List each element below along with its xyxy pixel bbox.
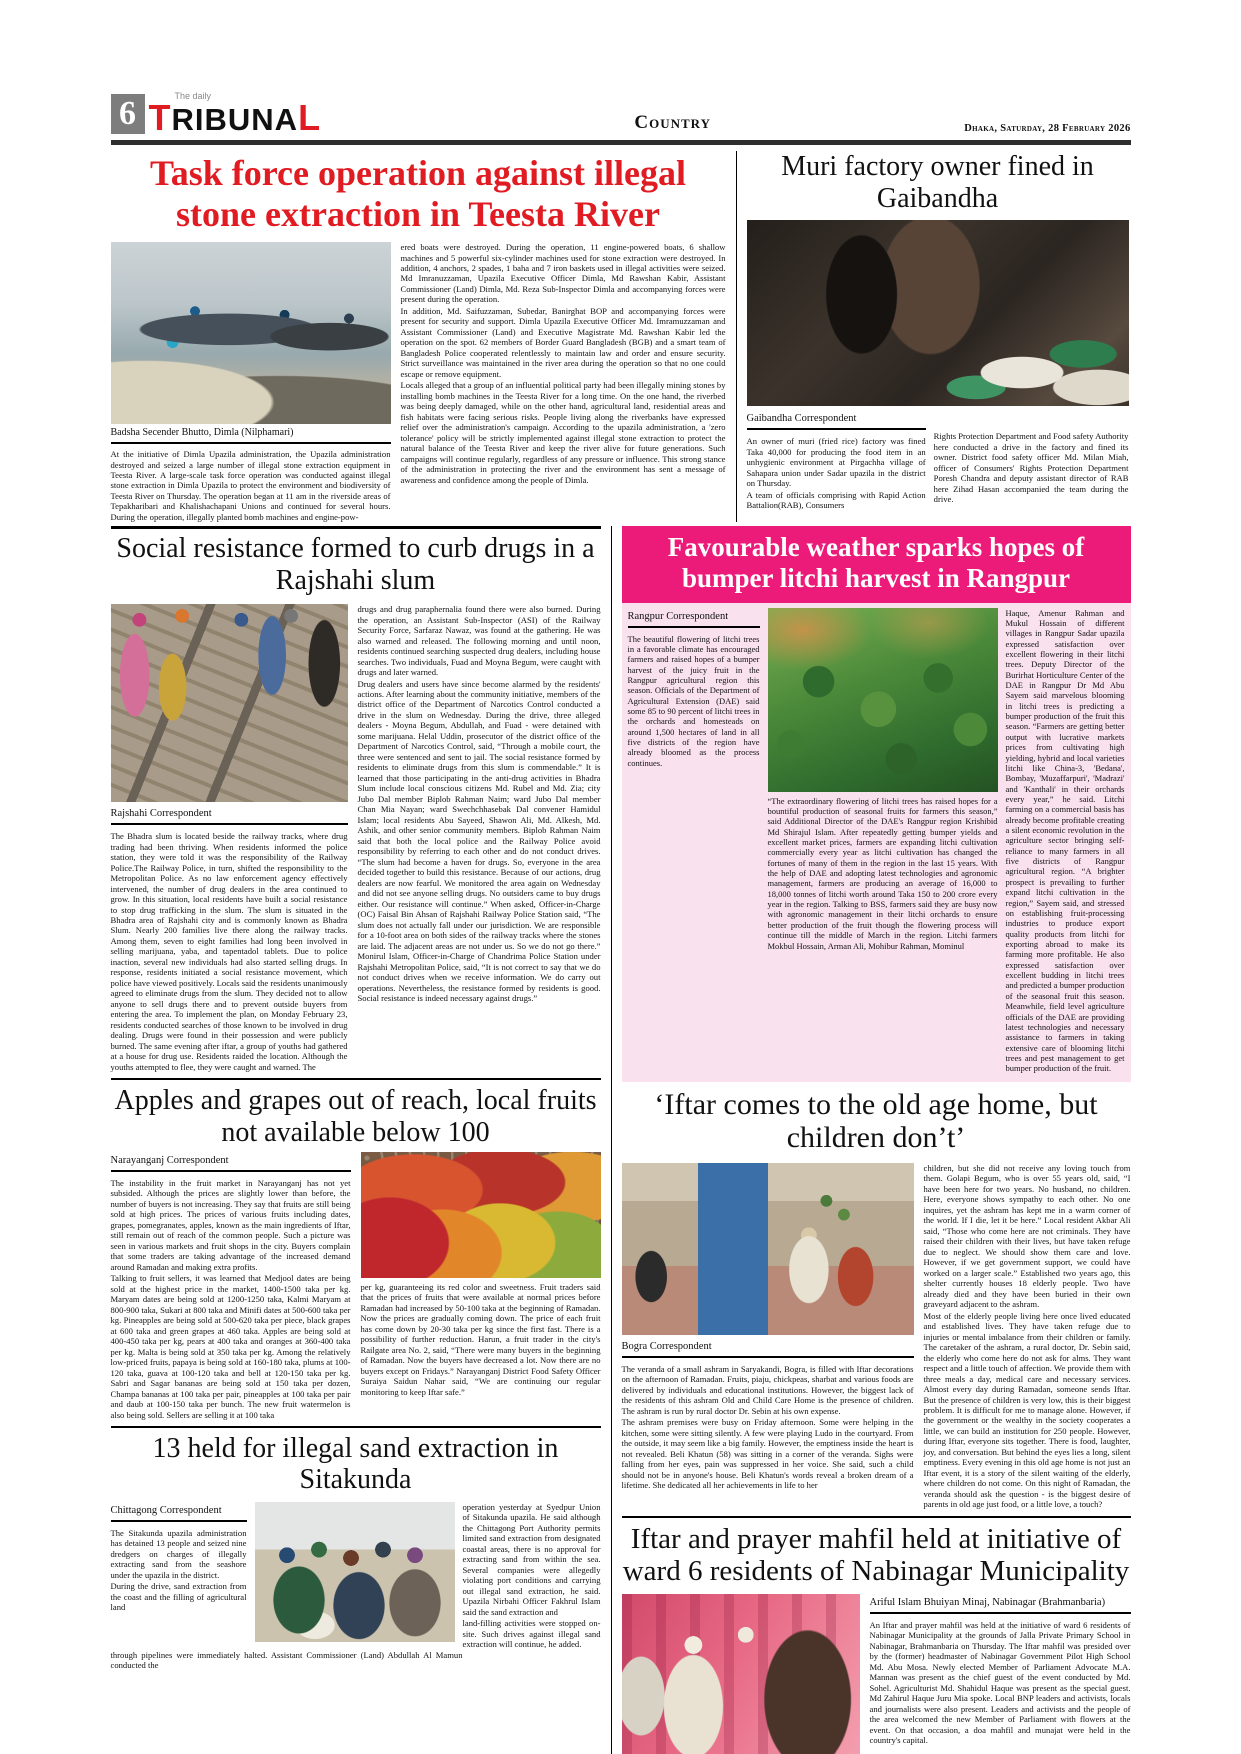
muri-headline: Muri factory owner fined in Gaibandha [781,151,1094,214]
paragraph: drugs and drug paraphernalia found there were also burned. During the operation, an Assistant Sub-Inspector (ASI) of the Railway Security Force, Sarfaraz Nawaz, was found at the gathering. He was also warned and released. The following morning and until noon, residents continued searching suspected drug dealers, including house searches. Two individuals, Fuad and Moyna Begum, were caught with drugs and later warned. [357,604,601,678]
paragraph: A team of officials comprising with Rapid Action Battalion(RAB), Consumers [746,489,926,511]
teesta-headline: Task force operation against illegal stone extraction in Teesta River [149,153,686,234]
litchi-col3 [1006,608,1125,1074]
paragraph: Talking to fruit sellers, it was learned that Medjool dates are being sold at the highest price in the market, 1400-1500 taka per kg. Maryam dates are being sold at 1200-1250 taka, Kalmi Maryam at 800-900 taka, Sukari at 800 taka and Minifi dates at 500-600 taka per kg. Pineapples are being sold at 500-620 taka per piece, black grapes at 600 taka and green grapes at 460 taka. Apples are being sold at 400-450 taka per kg, pears at 400 taka and oranges at 360-400 taka per kg. Malta is being sold at 350 taka per kg. Among the relatively low-priced fruits, papaya is being sold at 160-180 taka, plums at 100-120 taka, guava at 100-120 taka and bell at 120-150 taka per kg. Sabri and Sagar bananas are being sold at 150 taka per dozen, Champa bananas at 100 taka per pair, pineapples at 100 taka per pair and daub at 100-150 taka per bunch. The new fruit watermelon is also being sold. Sellers are selling it at 100 taka [110,1273,351,1420]
litchi-byline: Rangpur Correspondent [628,608,760,628]
paragraph: At the initiative of Dimla Upazila administration, the Upazila administration destroyed and seized a large number of illegal stone extraction equipment in Teesta River. A large-scale task force operation was conducted against illegal stone extraction in Dimla Upazila to protect the environment and biodiversity of Teesta River on Thursday. The operation began at 11 am in the riverside areas of Tepakharibari and Khalishachapani Unions and continued for several hours. During the operation, illegally planted bomb machines and engine-pow- [110,449,391,522]
page-header [111,92,1131,145]
paragraph: Locals alleged that a group of an influential political party had been illegally mining stones by installing bomb machines in the Teesta River for a long time. On the one hand, the riverbed was being deeply damaged, while on the other hand, agricultural land, residential areas and fish habitats were facing serious risks. People living along the riverbanks have expressed relief over the administration's campaign. According to the upazila administration, a 'zero tolerance' policy will be strictly implemented against illegal stone extraction to protect the natural balance of the Teesta River and keep the river alive for future generations. Such campaigns will continue regularly, regardless of any pressure or influence. This strong stance of the administration in protecting the river and the environment has sent a message of awareness and confidence among the people of Dimla. [400,380,726,485]
sand-continuation [111,1650,463,1671]
masthead-letter-middle: RIBUNA [171,102,299,137]
paragraph: through pipelines were immediately halted. Assistant Commissioner (Land) Abdullah Al Mamun conducted the [110,1649,463,1671]
rajshahi-byline: Rajshahi Correspondent [111,805,348,825]
article-nabinagar [622,1523,1131,1754]
rajshahi-photo [111,604,348,802]
paragraph: Rights Protection Department and Food safety Authority here conducted a drive in the factory and fined its owner. District food safety officer Md. Milan Miah, officer of Consumers' Rights Protection Department Poresh Chandra and deputy assistant director of RAB here Zihad Hasan accompanied the team during the drive. [933,431,1129,505]
divider [111,1078,601,1080]
muri-photo [747,220,1129,406]
masthead-title [148,97,322,138]
article-muri [736,151,1129,522]
masthead-letter-last: L [298,97,322,138]
oldage-photo [622,1163,914,1335]
rajshahi-col2 [348,604,601,1072]
oldage-col1 [622,1364,914,1491]
paragraph: The instability in the fruit market in Narayanganj has not yet subsided. Although the prices are slightly lower than before, the number of buyers is not increasing. They say that fruits are still being sold at high prices. The prices of various fruits including dates, grapes, pomegranates, apples, known as the main ingredients of Iftar, still remain out of reach of the common people. Such a picture was seen in various markets and fruit shops in the city. Buyers complain that some traders are taking advantage of the increased demand around Ramadan and making extra profits. [110,1177,351,1272]
muri-byline: Gaibandha Correspondent [747,410,926,430]
sand-byline: Chittagong Correspondent [111,1502,247,1522]
nabinagar-photo [622,1594,860,1754]
paragraph: The ashram premises were busy on Friday afternoon. Some were helping in the kitchen, some were sitting silently. A few were playing Ludo in the courtyard. From the outside, it may seem like a big family. However, the emptiness inside the heart is not revealed. Beli Khatun (58) was sitting in a corner of the veranda. Sighs were falling from her eyes, pain was suppressed in her voice. She said, such a child should not be in anyone's house. Beli Khatun's words reveal a broken dream of a lifetime. She dedicated all her achievements in life to her [621,1417,914,1491]
rajshahi-col1 [111,831,348,1072]
paragraph: Most of the elderly people living here once lived educated and established lives. They have taken refuge due to injuries or mental imbalance from their children or family. The caretaker of the ashram, a rural doctor, Dr. Sebin said, the elderly who come here do not ask for alms. They want respect and a little touch of affection. We provide them with three meals a day, medical care and necessary services. Almost every day during Ramadan, someone sends Iftar. But the presence of children is very low, this is their biggest problem. It is difficult for me to manage alone. However, if the government or the wealthy in the society cooperates a little, we can build an institution for 250 people. However, during Iftar, everyone sits together. There is food, laughter, joy, and conversation. But behind the eyes lies a long, silent emptiness. Every evening in this old age home is not just an Iftar event, it is a story of the silent waiting of the elderly, where children do not come. On this night of Ramadan, the veranda should ask the question - is the biggest desire of parents in old age just food, or a little love, a touch? [923,1310,1131,1510]
sand-col1 [111,1528,247,1613]
article-litchi [622,526,1131,1081]
article-fruits [111,1085,601,1420]
nabinagar-headline: Iftar and prayer mahfil held at initiative of ward 6 residents of Nabinagar Municipality [622,1522,1130,1588]
sand-photo [255,1502,455,1642]
nabinagar-body [870,1620,1131,1746]
article-sand [111,1433,601,1670]
paragraph: land-filling activities were stopped on-site. Such drives against illegal sand extraction will continue, he added. [462,1618,601,1650]
paragraph: The Bhadra slum is located beside the railway tracks, where drug trading had been thriving. When residents informed the police station, they were told it was the responsibility of the Railway Police.The Railway Police, in turn, shifted the responsibility to the Metropolitan Police. As no law enforcement agency effectively intervened, the number of drug dealers in the area continued to grow. In this situation, local residents have built a social resistance to stop drug trafficking in the slum. The slum is situated in the Bhadra area of Rajshahi city and is commonly known as Bhadra Slum. Nearly 200 families live there along the railway tracks. Among them, seven to eight families had long been involved in selling marijuana, yaba, and tapentadol tablets. Due to police inaction, several new individuals had also started selling drugs. In response, residents initiated a social resistance movement, which police have viewed positively. Locals said the residents unanimously agreed to eliminate drugs from the slum. They decided not to allow anyone to sell drugs there and to prevent outside buyers from entering the area. To implement the plan, on Monday February 23, residents conducted searches of those known to be involved in drug dealing. Drugs were found in their possession and were publicly burned. The same evening after iftar, a group of youths had gathered at a house for drug use. Residents raided the location. Although the youths attempted to flee, they were caught and warned. The [110,831,348,1072]
teesta-photo [111,242,391,424]
sand-headline: 13 held for illegal sand extraction in Sitakunda [152,1433,559,1496]
paragraph: children, but she did not receive any loving touch from them. Golapi Begum, who is over 55 years old, said, “I have been here for two years. No husband, no children. Here, everyone shows sympathy to each other. No one inquires, yet the ashram has kept me in a warm corner of the world. If I die, let it be here.” Local resident Akbar Ali said, “Those who come here are not criminals. They have raised their children with their lives, but have taken refuge due to neglect. We should show them care and love. However, if we get government support, we could have worked on a larger scale.” Established two years ago, this shelter currently houses 18 elderly people. Two have already died and they have been buried in their own graveyard adjacent to the ashram. [923,1162,1131,1310]
masthead-letter-first: T [148,97,172,138]
fruits-col2 [361,1282,601,1397]
paragraph: The veranda of a small ashram in Saryakandi, Bogra, is filled with Iftar decorations on the afternoon of Ramadan. Fruits, piaju, chickpeas, sharbat and various foods are delivered by individuals and educational institutions. However, the biggest lack of the residents of this ashram Old and Child Care Home is the presence of children. The ashram is run by rural doctor Dr. Sebin at his own expense. [621,1363,914,1416]
page-number: 6 [111,94,145,134]
oldage-headline: ‘Iftar comes to the old age home, but children don’t’ [654,1087,1098,1155]
oldage-byline: Bogra Correspondent [622,1338,914,1358]
teesta-col1 [111,449,391,522]
paragraph: An owner of muri (fried rice) factory was fined Taka 40,000 for producing the food item in an unhygienic environment at Pirgachha village of Sahapara union under Sadar upazila in the district on Thursday. [746,436,926,489]
nabinagar-byline: Ariful Islam Bhuiyan Minaj, Nabinagar (Brahmanbaria) [870,1594,1131,1614]
article-oldage [622,1088,1131,1510]
litchi-col2 [768,796,998,951]
paragraph: An Iftar and prayer mahfil was held at the initiative of ward 6 residents of Nabinagar Municipality at the grounds of Jalla Private Primary School in Nabinagar, Brahmanbaria on Thursday. The Iftar mahfil was presided over by the (former) headmaster of Nabinagar Government Pilot High School Md. Abu Mosa. Newly elected Member of Parliament Advocate M.A. Mannan was present as the chief guest of the event conducted by Md. Sohel. Agriculturist Md. Shahidul Haque was present as the special guest. Md Zahirul Haque Juru Mia spoke. Local BNP leaders and activists, locals and journalists were also present. Leaders and activists and the people of the area welcomed the new Member of Parliament with flowers at the event. On that occasion, a doa mahfil and munajat were held in the country's capital. [869,1619,1131,1746]
fruits-photo [361,1152,601,1278]
oldage-col2 [914,1163,1131,1510]
litchi-photo [768,608,998,792]
paragraph: During the drive, sand extraction from the coast and the filling of agricultural land [110,1581,247,1613]
teesta-caption: Badsha Secender Bhutto, Dimla (Nilphamari) [111,424,391,444]
fruits-col1 [111,1178,351,1420]
masthead-tagline: The daily [174,91,212,101]
paragraph: Drug dealers and users have since become alarmed by the residents' actions. After learning about the community initiative, members of the district office of the Department of Narcotics Control conducted a drive in the slum on Wednesday. During the drive, three alleged dealers - Moyna Begum, Abdullah, and Fuad - were detained with some marijuana. Helal Uddin, prosecutor of the district office of the Department of Narcotics Control, said, “Through a mobile court, the three were sentenced and sent to jail. The social resistance formed by residents to eliminate drugs from this slum is commendable.” It is learned that those participating in the anti-drug activities in Bhadra Slum include local conscious citizens Md. Rubel and Md. Zia; city Jubo Dal member Biplob Rahman Naim; ward Jubo Dal member Chan Mia Nayan; ward Swechchhasebak Dal convener Hamidul Islam; local residents Abu Sayeed, Shawon Ali, Md. Alkesh, Md. Ashik, and other senior community members. Biplob Rahman Naim said that both the local police and the Railway Police avoid responsibility by referring to each other and do not conduct drives. “The slum had become a haven for drugs. So, everyone in the area decided together to build this resistance. Because of our actions, drug dealers are now fearful. We monitored the area again on Wednesday and did not see anyone selling drugs. No outsiders came to buy drugs either. Our resistance will continue.” When asked, Officer-in-Charge (OC) Faisal Bin Ahsan of Rajshahi Railway Police Station said, “The slum does not actually fall under our jurisdiction. We are responsible for a 10-foot area on both sides of the railway tracks where the stones are laid. The adjacent areas are not under us. So we do not go there.” Monirul Islam, Officer-in-Charge of Chandrima Police Station under Rajshahi Metropolitan Police, said, “It is not correct to say that we do not conduct drives when we receive information. We do carry out operations. Nevertheless, the resistance formed by residents is good. Social resistance is indeed necessary against drugs.” [357,678,601,1004]
section-title: Country [634,112,711,134]
teesta-col2 [391,242,726,522]
sand-col2 [463,1502,601,1650]
article-rajshahi [111,526,601,1072]
paragraph: ered boats were destroyed. During the operation, 11 engine-powered boats, 6 shallow machines and 5 powerful six-cylinder machines used for stone extraction were destroyed. In addition, 4 anchors, 2 spades, 1 baha and 7 iron baskets used in illegal activities were seized. Md Imranuzzaman, Upazila Executive Officer Dimla, Md Rawshan Kabir, Assistant Commissioner (Land) Dimla, Md. Reza Sub-Inspector Dimla and accompanying forces were present during the operation. [400,242,726,305]
paragraph: The beautiful flowering of litchi trees in a favorable climate has encouraged farmers and raised hopes of a bumper harvest of the juicy fruit in the Rangpur agricultural region this season. Officials of the Department of Agricultural Extension (DAE) said some 85 to 90 percent of litchi trees in the orchards and homesteads on around 1,500 hectares of land in all five districts of the region have already bloomed as the process continues. [627,633,760,768]
paragraph: operation yesterday at Syedpur Union of Sitakunda upazila. He said although the Chittagong Port Authority permits limited sand extraction from designated coastal areas, there is no approval for extracting sand from within the sea. Several companies were allegedly violating port conditions and carrying out illegal sand extraction, he said. Upazila Nirbahi Officer Fakhrul Islam said the sand extraction and [462,1501,601,1617]
divider [622,1516,1131,1518]
rajshahi-headline: Social resistance formed to curb drugs in a Rajshahi slum [116,533,595,596]
fruits-byline: Narayanganj Correspondent [111,1152,351,1172]
divider [111,1426,601,1428]
paragraph: “The extraordinary flowering of litchi trees has raised hopes for a bountiful production of seasonal fruits for farmers this season,” said Additional Director of the DAE's Rangpur region Krishibid Md Shirajul Islam. After repeatedly getting bumper yields and excellent market prices, farmers are expanding litchi cultivation commercially every year as litchi cultivation has changed the fortunes of many of them in the region in the last 15 years. With the help of DAE and adopting latest technologies and agronomic management, farmers are producing an average of 16,000 to 18,000 tonnes of litchi worth around Taka 150 to 200 crore every year in the region. Talking to BSS, farmers said they are busy now with agronomic management in their litchi orchards to ensure better production of the fruit though the flowering process will continue till the middle of March in the region. Litchi farmers Mokbul Hossain, Arman Ali, Mohibur Rahman, Mominul [767,795,998,951]
paragraph: Haque, Amenur Rahman and Mukul Hossain of different villages in Rangpur Sadar upazila expressed satisfaction over excellent flowering in their litchi trees. Deputy Director of the Burirhat Horticulture Center of the DAE in Rangpur Dr Md Abu Sayem said marvelous blooming in litchi trees is predicting a bumper production of the fruit this season. “Farmers are getting better output with lucrative markets prices from cultivating high yielding, hybrid and local varieties litchi like China-3, 'Bedana', Bombay, 'Muzaffarpuri', 'Madrazi' and 'Kanthali' in their orchards every year,” he said. Litchi farming on a commercial basis has already become profitable creating a silent economic revolution in the agriculture sector bringing self-reliance to many farmers in all five districts of Rangpur agricultural region. “A brighter prospect is prevailing to further expand litchi cultivation in the region,” Sayem said, and stressed on establishing fruit-processing industries to produce export quality products from litchi for exporting abroad to make its farming more profitable. He also expressed satisfaction over excellent budding in litchi trees and predicted a bumper production of the seasonal fruit this season. Meanwhile, field level agriculture officials of the DAE are providing latest technologies and necessary assistance to farmers in taking extensive care of blooming litchi trees and pest management to get bumper production of the fruit. [1005,607,1125,1074]
masthead [111,91,322,138]
fruits-headline: Apples and grapes out of reach, local fruits not available below 100 [114,1085,597,1148]
litchi-headline: Favourable weather sparks hopes of bumper litchi harvest in Rangpur [622,526,1131,602]
article-teesta [111,151,736,522]
dateline: Dhaka, Saturday, 28 February 2026 [964,123,1131,135]
tribunal-logo [148,91,322,138]
paragraph: The Sitakunda upazila administration has detained 13 people and seized nine dredgers on charges of illegally extracting sand from the seashore under the upazila in the district. [110,1527,247,1580]
litchi-col1 [628,634,760,769]
muri-col2 [934,410,1129,510]
paragraph: per kg, guaranteeing its red color and sweetness. Fruit traders said that the prices of fruits that were available at normal prices before Ramadan had increased by 50-100 taka at the beginning of Ramadan. Now the prices are gradually coming down. The price of each fruit has come down by 20-30 taka per kg since the first fast. There is a possibility of further reduction. Harun, a fruit trader in the city's Railgate area No. 2, said, “There were many buyers in the beginning of Ramadan. Now the buyers have decreased a lot. Now there are no buyers except on Fridays.” Narayanganj District Food Safety Officer Suraiya Saidun Nahar said, “We are continuing our regular monitoring to keep Iftar safe.” [360,1281,601,1397]
paragraph: In addition, Md. Saifuzzaman, Subedar, Banirghat BOP and accompanying forces were present for security and support. Dimla Upazila Executive Officer Md. Imramuzzaman and Assistant Commissioner (Land) and Executive Magistrate Md. Rawshan Kabir led the operation on the spot. 62 members of Border Guard Bangladesh (BGB) and a smart team of Bangladesh Police cooperated relentlessly to maintain law and order and ensure security. Strict surveillance was maintained in the river area during the operation so that no one could escape or remove equipment. [400,305,726,379]
muri-col1 [747,436,926,510]
